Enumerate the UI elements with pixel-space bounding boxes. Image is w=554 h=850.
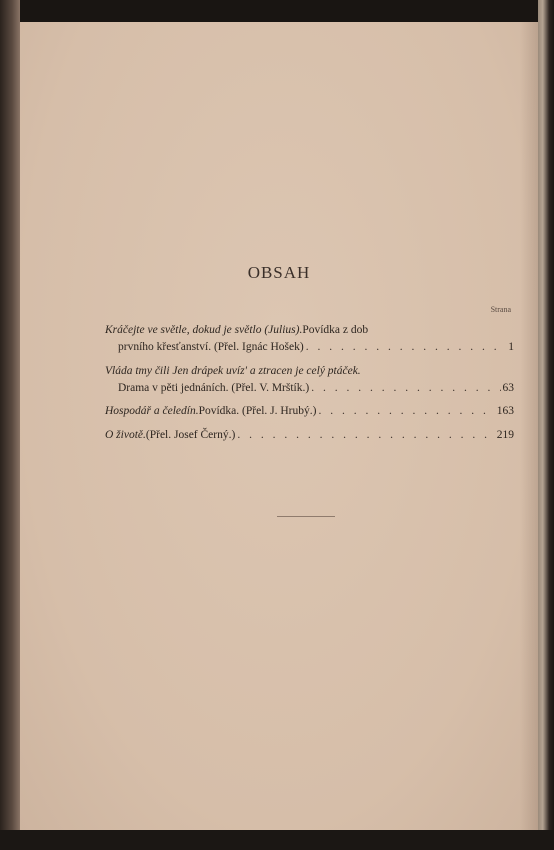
page-column-label: Strana <box>490 305 511 314</box>
toc-entry-2-page: 63 <box>502 382 514 394</box>
toc-entry-4-title: O životě. <box>105 429 146 441</box>
toc-entry-1-line-2 <box>105 339 514 356</box>
book-left-edge <box>0 0 20 850</box>
toc-entry-3-subtitle: Povídka. (Přel. J. Hrubý.) <box>198 405 317 417</box>
toc-entry-2-leader <box>311 380 500 397</box>
toc-entry-1-line-1 <box>105 322 514 339</box>
toc-entry-1-title: Kráčejte ve světle, dokud je světlo (Julius). <box>105 324 303 336</box>
contents-heading: OBSAH <box>247 263 311 282</box>
page-gutter-shadow <box>520 22 538 830</box>
toc-entry-4 <box>105 427 514 444</box>
toc-entry-1-description: prvního křesťanství. (Přel. Ignác Hošek) <box>118 341 304 353</box>
toc-entry-4-page: 219 <box>496 429 514 441</box>
scan-bottom-border <box>0 830 554 850</box>
toc-entry-1-leader <box>306 339 502 356</box>
toc-entry-1-subtitle: Povídka z dob <box>302 324 369 336</box>
toc-entry-2-title: Vláda tmy čili Jen drápek uvíz' a ztracen je celý ptáček. <box>105 365 361 377</box>
toc-entry-3-line-1 <box>105 403 514 420</box>
toc-entry-3-leader <box>318 403 494 420</box>
toc-entry-4-subtitle: (Přel. Josef Černý.) <box>145 429 236 441</box>
toc-entry-3-page: 163 <box>496 405 514 417</box>
toc-entry-2 <box>105 363 514 397</box>
decorative-rule <box>277 516 335 517</box>
toc-entry-1-page: 1 <box>508 341 514 353</box>
toc-entry-1 <box>105 322 514 356</box>
toc-entry-2-line-2 <box>105 380 514 397</box>
book-right-edge <box>538 0 554 850</box>
toc-entry-3 <box>105 403 514 420</box>
scan-top-border <box>0 0 554 22</box>
book-page <box>20 22 538 830</box>
toc-entry-4-line-1 <box>105 427 514 444</box>
toc-entry-2-description: Drama v pěti jednáních. (Přel. V. Mrštík.) <box>118 382 310 394</box>
toc-entry-2-line-1 <box>105 363 514 380</box>
toc-entry-3-title: Hospodář a čeledín. <box>105 405 199 417</box>
toc-entry-4-leader <box>237 427 494 444</box>
